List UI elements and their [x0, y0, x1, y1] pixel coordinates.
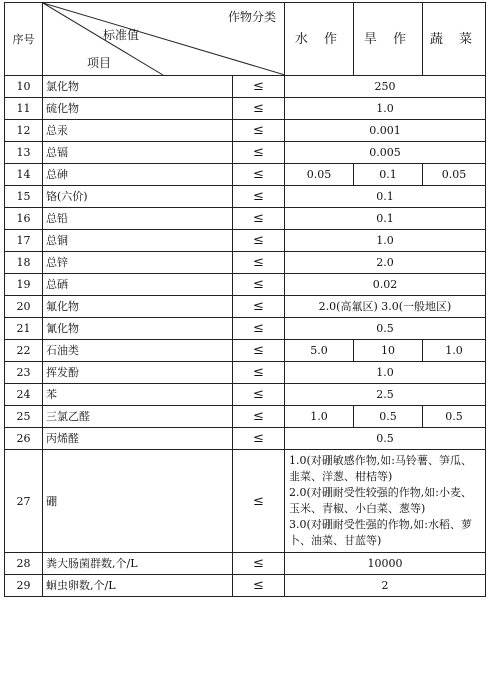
item-name: 粪大肠菌群数,个/L	[43, 553, 233, 575]
standard-value: 0.5	[285, 318, 486, 340]
le-symbol: ≤	[233, 252, 285, 274]
table-row	[5, 428, 486, 450]
row-number: 17	[5, 230, 43, 252]
water-quality-standard-table	[4, 2, 486, 597]
standard-value: 0.05	[423, 164, 486, 186]
le-symbol: ≤	[233, 230, 285, 252]
standard-value: 2.5	[285, 384, 486, 406]
table-row	[5, 76, 486, 98]
standard-value: 0.5	[354, 406, 423, 428]
standard-value: 5.0	[285, 340, 354, 362]
item-name: 蛔虫卵数,个/L	[43, 575, 233, 597]
row-number: 11	[5, 98, 43, 120]
row-number: 23	[5, 362, 43, 384]
item-name: 硫化物	[43, 98, 233, 120]
standard-value: 10	[354, 340, 423, 362]
standard-value: 0.001	[285, 120, 486, 142]
header-diagonal-cell	[43, 3, 285, 76]
table-row	[5, 120, 486, 142]
item-name: 氰化物	[43, 318, 233, 340]
le-symbol: ≤	[233, 362, 285, 384]
table-row	[5, 406, 486, 428]
item-name: 铬(六价)	[43, 186, 233, 208]
boron-tolerance-entry: 2.0(对硼耐受性较强的作物,如:小麦、玉米、青椒、小白菜、葱等)	[289, 486, 472, 515]
item-name: 总汞	[43, 120, 233, 142]
table-row	[5, 98, 486, 120]
le-symbol: ≤	[233, 76, 285, 98]
item-name: 总锌	[43, 252, 233, 274]
table-row	[5, 186, 486, 208]
item-name: 总砷	[43, 164, 233, 186]
standard-value: 1.0	[423, 340, 486, 362]
le-symbol: ≤	[233, 208, 285, 230]
standard-value: 0.1	[285, 186, 486, 208]
standard-value: 2	[285, 575, 486, 597]
row-number: 29	[5, 575, 43, 597]
standard-value: 0.02	[285, 274, 486, 296]
row-number: 19	[5, 274, 43, 296]
header-seq: 序号	[5, 3, 43, 76]
le-symbol: ≤	[233, 186, 285, 208]
table-row	[5, 362, 486, 384]
row-number: 13	[5, 142, 43, 164]
table-row	[5, 384, 486, 406]
standard-value: 2.0	[285, 252, 486, 274]
row-number: 28	[5, 553, 43, 575]
standard-value: 0.05	[285, 164, 354, 186]
item-name: 苯	[43, 384, 233, 406]
le-symbol: ≤	[233, 120, 285, 142]
item-name: 氟化物	[43, 296, 233, 318]
item-name: 总铜	[43, 230, 233, 252]
boron-tolerance-entry: 3.0(对硼耐受性强的作物,如:水稻、萝卜、油菜、甘蓝等)	[289, 518, 472, 547]
item-name: 氯化物	[43, 76, 233, 98]
row-number: 18	[5, 252, 43, 274]
table-row	[5, 164, 486, 186]
table-row	[5, 208, 486, 230]
table-row	[5, 142, 486, 164]
item-name: 总镉	[43, 142, 233, 164]
le-symbol: ≤	[233, 318, 285, 340]
item-name: 石油类	[43, 340, 233, 362]
item-name: 总硒	[43, 274, 233, 296]
standard-value: 1.0	[285, 362, 486, 384]
row-number: 12	[5, 120, 43, 142]
row-number: 26	[5, 428, 43, 450]
le-symbol: ≤	[233, 553, 285, 575]
item-name: 硼	[43, 450, 233, 553]
standard-value: 2.0(高氟区) 3.0(一般地区)	[285, 296, 486, 318]
le-symbol: ≤	[233, 274, 285, 296]
row-number: 20	[5, 296, 43, 318]
header-crop-paddy: 水 作	[285, 3, 354, 76]
standard-value: 0.1	[354, 164, 423, 186]
standard-value: 0.5	[423, 406, 486, 428]
table-row	[5, 553, 486, 575]
le-symbol: ≤	[233, 428, 285, 450]
row-number: 16	[5, 208, 43, 230]
standard-value: 0.5	[285, 428, 486, 450]
item-name: 总铅	[43, 208, 233, 230]
row-number: 14	[5, 164, 43, 186]
standard-value: 1.0	[285, 98, 486, 120]
le-symbol: ≤	[233, 406, 285, 428]
table-row	[5, 296, 486, 318]
header-crop-category: 作物分类	[227, 10, 276, 24]
row-number: 24	[5, 384, 43, 406]
le-symbol: ≤	[233, 450, 285, 553]
standard-value-multiline	[285, 450, 486, 553]
row-number: 15	[5, 186, 43, 208]
standard-value: 1.0	[285, 230, 486, 252]
le-symbol: ≤	[233, 98, 285, 120]
header-row	[5, 3, 486, 76]
standard-value: 0.005	[285, 142, 486, 164]
standard-value: 250	[285, 76, 486, 98]
row-number: 25	[5, 406, 43, 428]
row-number: 22	[5, 340, 43, 362]
header-crop-dryland: 旱 作	[354, 3, 423, 76]
le-symbol: ≤	[233, 384, 285, 406]
le-symbol: ≤	[233, 575, 285, 597]
row-number: 27	[5, 450, 43, 553]
standard-value: 0.1	[285, 208, 486, 230]
le-symbol: ≤	[233, 142, 285, 164]
table-row	[5, 450, 486, 553]
item-name: 挥发酚	[43, 362, 233, 384]
le-symbol: ≤	[233, 296, 285, 318]
header-item: 项目	[87, 56, 112, 70]
table-row	[5, 340, 486, 362]
table-row	[5, 575, 486, 597]
table-row	[5, 318, 486, 340]
table-row	[5, 230, 486, 252]
item-name: 丙烯醛	[43, 428, 233, 450]
header-crop-vegetable: 蔬 菜	[423, 3, 486, 76]
le-symbol: ≤	[233, 340, 285, 362]
standard-value: 1.0	[285, 406, 354, 428]
le-symbol: ≤	[233, 164, 285, 186]
standard-value: 10000	[285, 553, 486, 575]
table-row	[5, 274, 486, 296]
row-number: 10	[5, 76, 43, 98]
boron-tolerance-entry: 1.0(对硼敏感作物,如:马铃薯、笋瓜、韭菜、洋葱、柑桔等)	[289, 454, 472, 483]
header-standard-value: 标准值	[103, 28, 140, 42]
table-row	[5, 252, 486, 274]
row-number: 21	[5, 318, 43, 340]
item-name: 三氯乙醛	[43, 406, 233, 428]
